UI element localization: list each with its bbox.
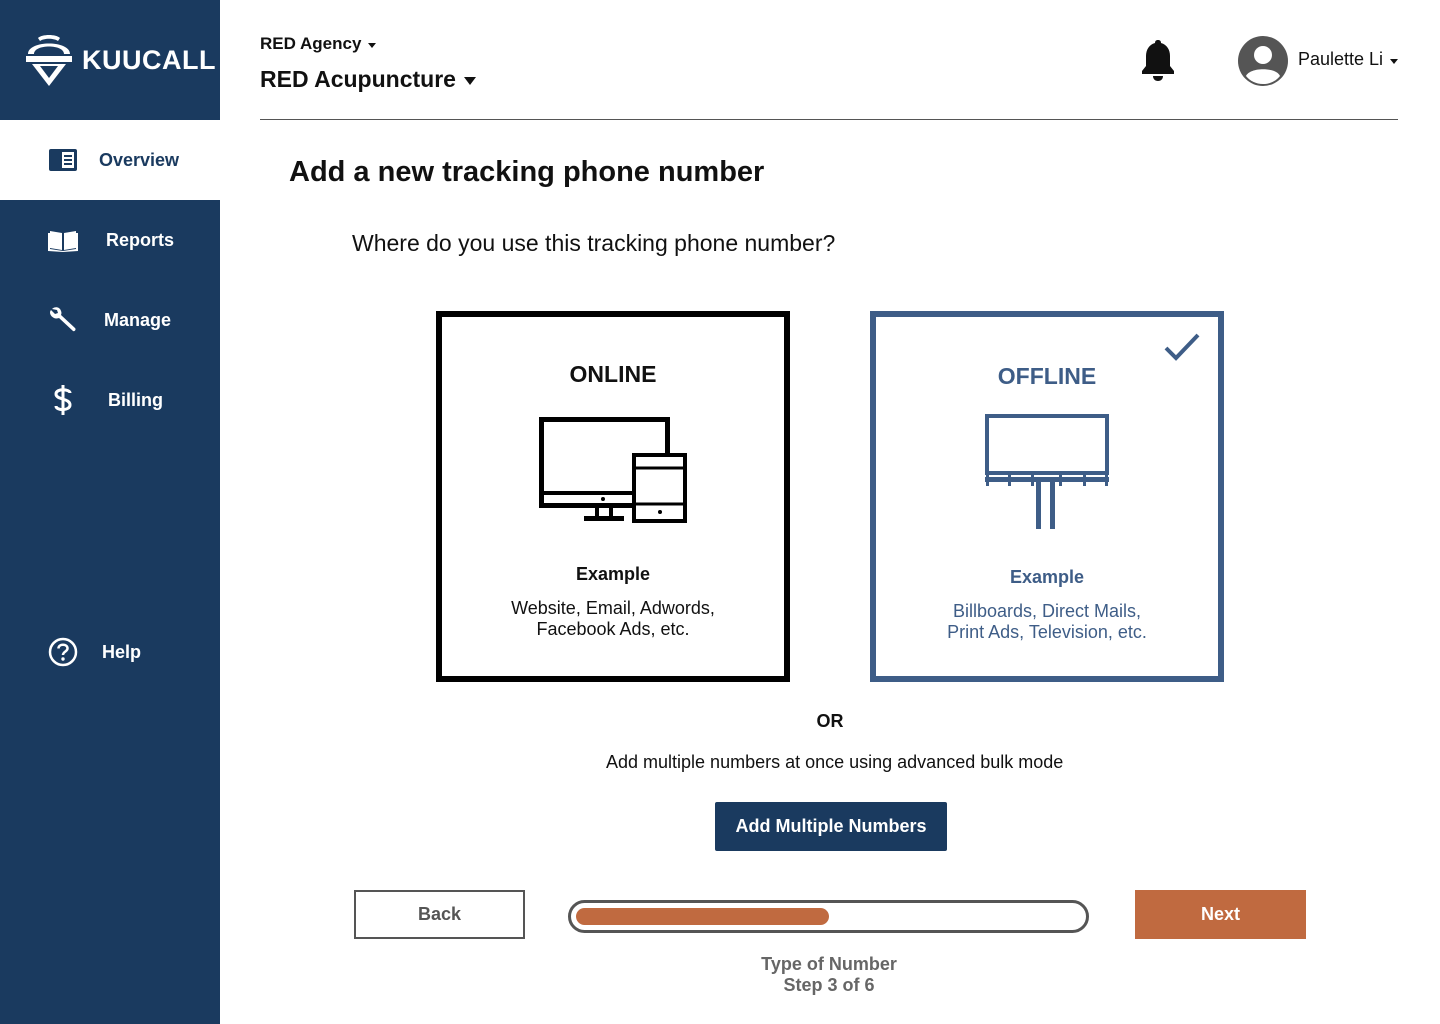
sidebar: [0, 0, 220, 1024]
chevron-down-icon: [464, 77, 476, 85]
example-label: Example: [1009, 567, 1085, 587]
sidebar-item-help[interactable]: [0, 612, 220, 692]
sidebar-item-overview[interactable]: [0, 120, 220, 200]
step-count: Step 3 of 6: [783, 975, 875, 995]
add-multiple-numbers-button[interactable]: Add Multiple Numbers: [715, 802, 947, 851]
example-text: [462, 598, 764, 640]
back-button[interactable]: Back: [354, 890, 525, 939]
page-title: Add a new tracking phone number: [289, 156, 765, 188]
example-line: Facebook Ads, etc.: [536, 619, 690, 639]
chevron-down-icon: [368, 43, 376, 48]
header-divider: [260, 119, 1398, 120]
overview-icon: [48, 145, 78, 175]
sidebar-item-reports[interactable]: [0, 200, 220, 280]
sidebar-item-label: Reports: [106, 229, 175, 250]
kuucall-logo-icon: [24, 32, 74, 88]
example-line: Print Ads, Television, etc.: [947, 622, 1147, 642]
sidebar-item-label: Billing: [108, 389, 163, 410]
user-name: Paulette Li: [1298, 49, 1384, 69]
card-title: ONLINE: [569, 361, 657, 387]
question-text: Where do you use this tracking phone number?: [352, 230, 836, 256]
or-separator: OR: [816, 711, 844, 731]
bulk-mode-text: Add multiple numbers at once using advanced bulk mode: [606, 752, 1064, 772]
brand-name: KUUCALL: [82, 44, 216, 75]
checkmark-icon: [1162, 331, 1202, 365]
card-title: OFFLINE: [997, 363, 1097, 389]
example-line: Billboards, Direct Mails,: [952, 601, 1142, 621]
offline-option-card[interactable]: [870, 311, 1224, 682]
sidebar-item-label: Overview: [99, 149, 180, 170]
dollar-icon: [48, 385, 78, 415]
billboard-icon: [984, 413, 1110, 531]
logo[interactable]: [0, 0, 220, 120]
chevron-down-icon: [1390, 59, 1398, 64]
example-label: Example: [575, 564, 651, 584]
agency-name: RED Agency: [260, 34, 362, 53]
step-title: Type of Number: [761, 954, 897, 974]
devices-icon: [539, 417, 687, 523]
book-icon: [48, 225, 78, 255]
bell-icon[interactable]: [1140, 38, 1176, 82]
progress-bar: [568, 900, 1089, 933]
progress-fill: [576, 908, 829, 925]
client-selector[interactable]: [260, 66, 476, 93]
user-menu[interactable]: [1298, 49, 1398, 70]
example-text: [896, 601, 1198, 643]
sidebar-item-label: Help: [102, 641, 142, 662]
sidebar-item-label: Manage: [104, 309, 172, 330]
agency-selector[interactable]: [260, 34, 376, 54]
sidebar-item-manage[interactable]: [0, 280, 220, 360]
sidebar-item-billing[interactable]: [0, 360, 220, 440]
online-option-card[interactable]: [436, 311, 790, 682]
client-name: RED Acupuncture: [260, 66, 456, 92]
example-line: Website, Email, Adwords,: [511, 598, 715, 618]
next-button[interactable]: Next: [1135, 890, 1306, 939]
avatar[interactable]: [1238, 36, 1288, 86]
wrench-icon: [48, 305, 78, 335]
help-icon: [48, 637, 78, 667]
